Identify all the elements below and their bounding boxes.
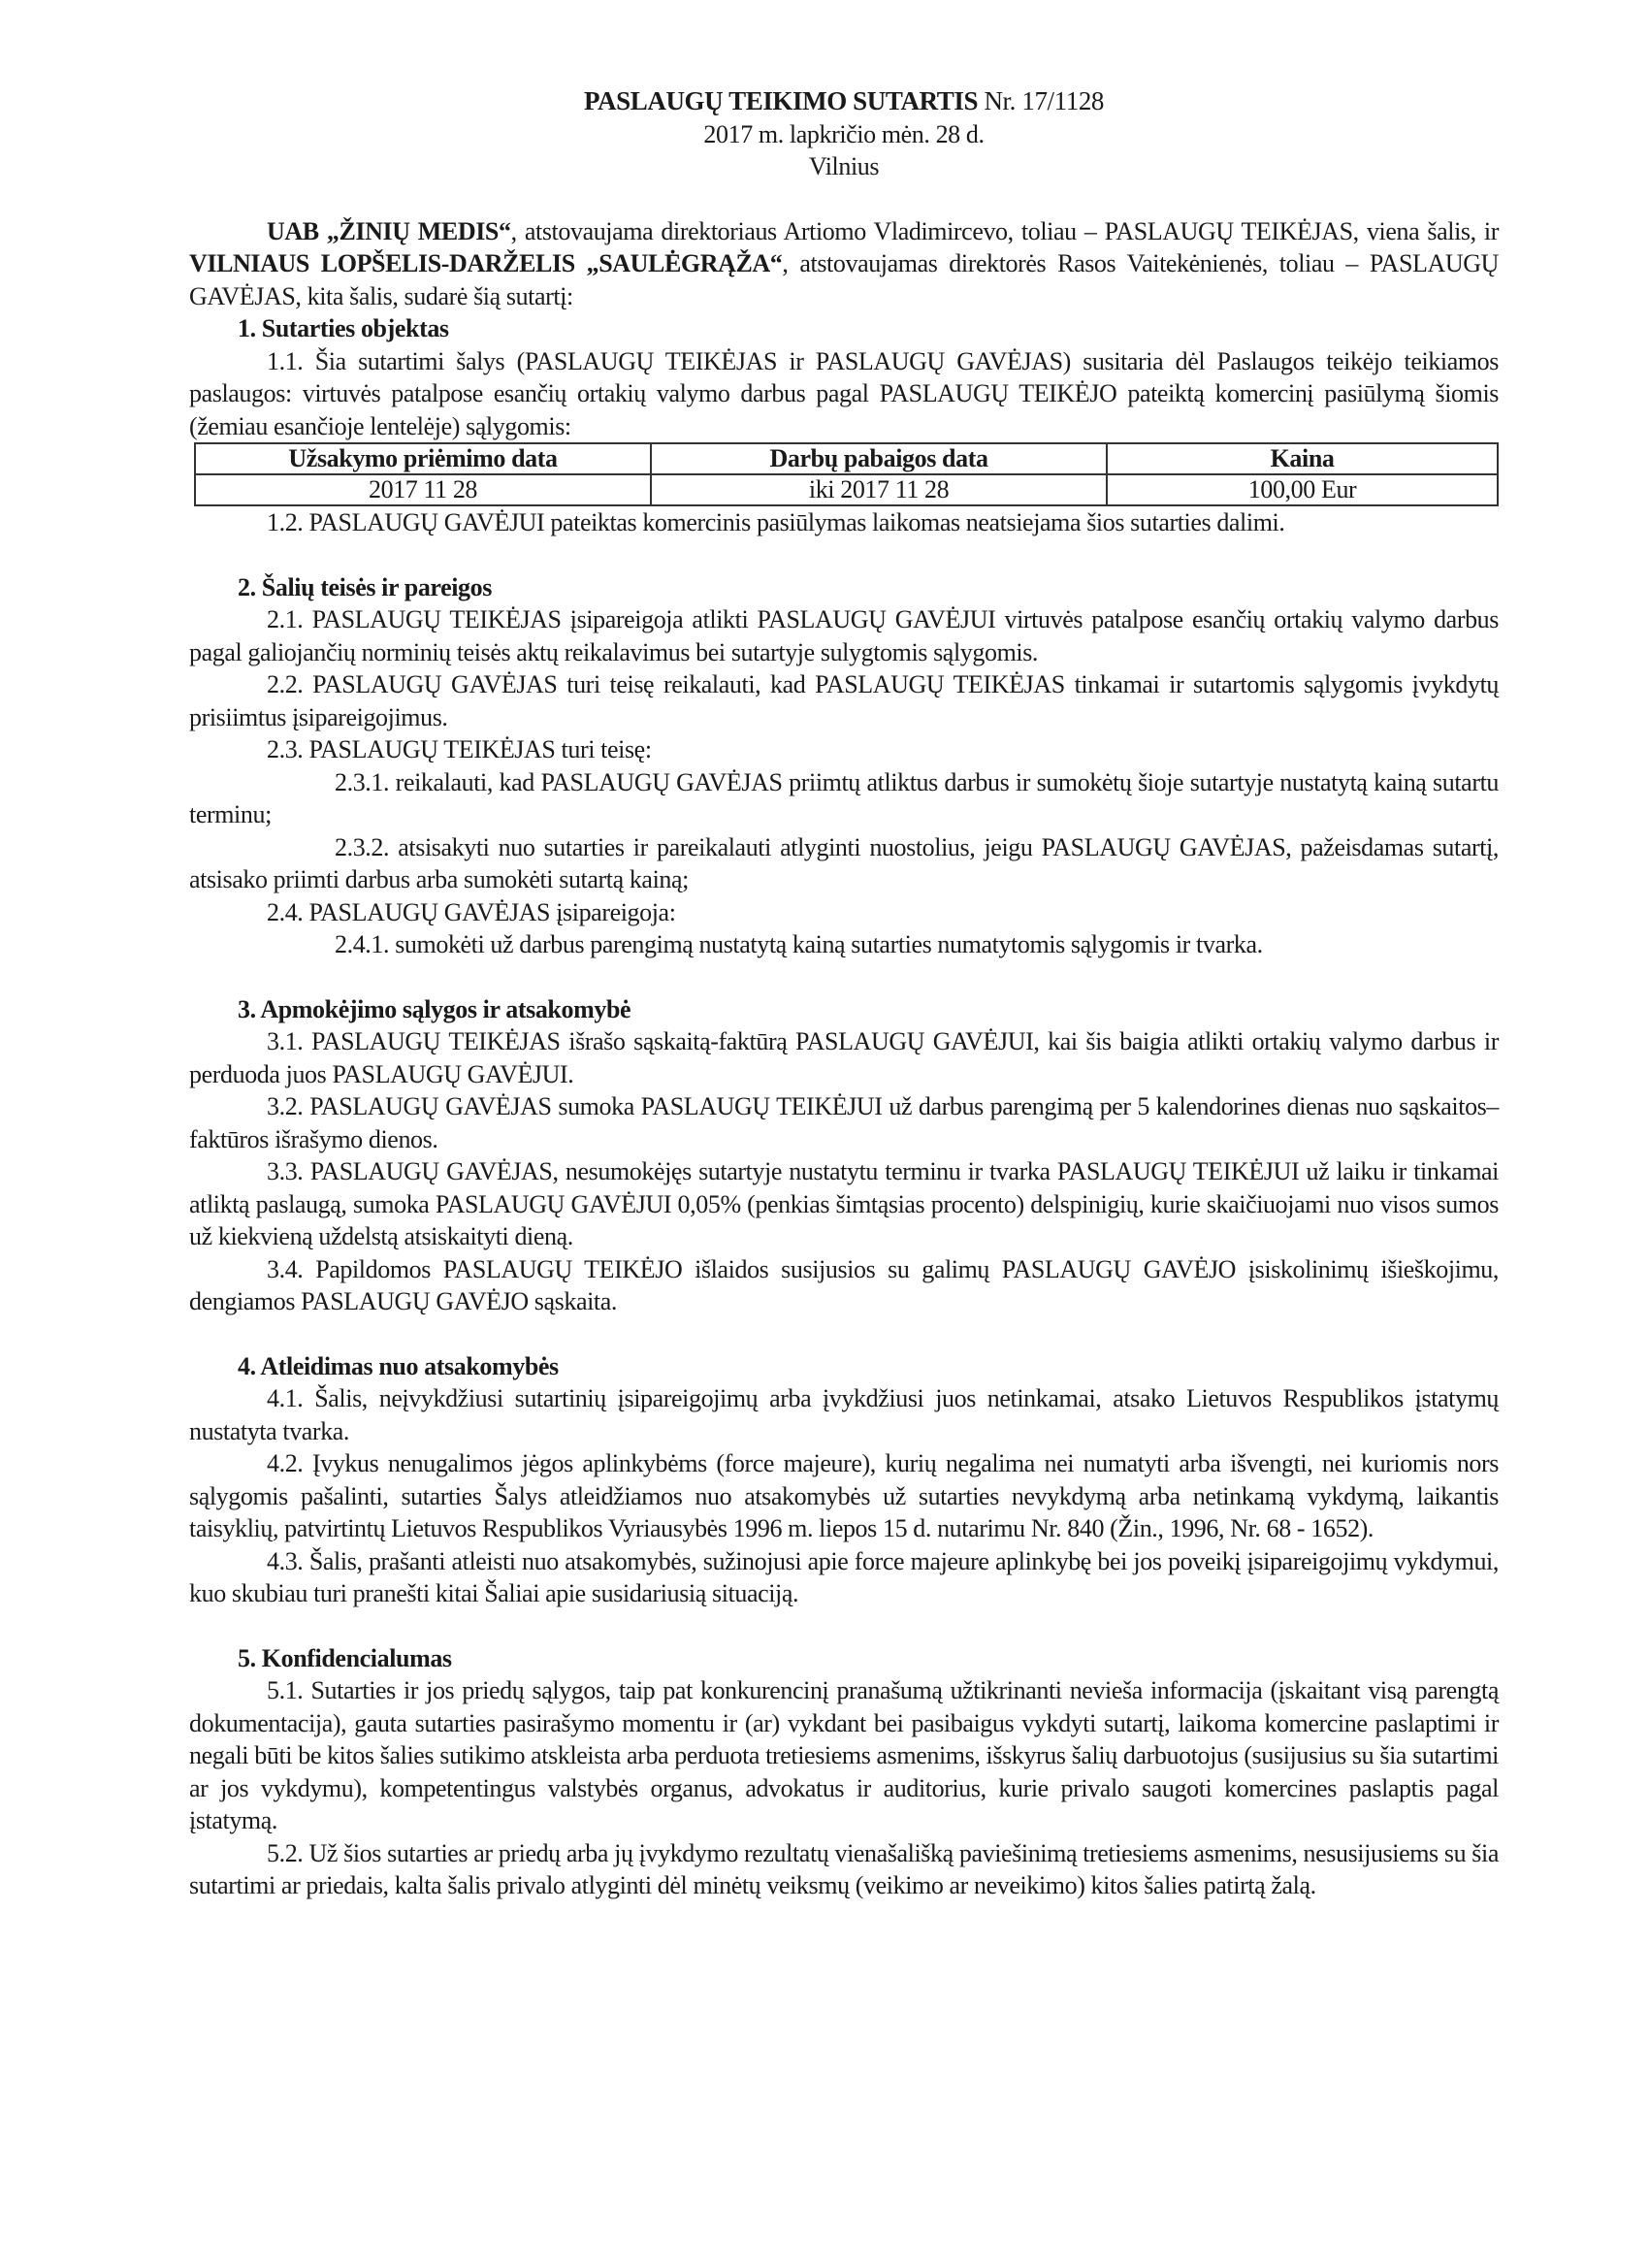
section-heading: 4. Atleidimas nuo atsakomybės: [238, 1351, 559, 1380]
subclause: 2.3.1. reikalauti, kad PASLAUGŲ GAVĖJAS priimtų atliktus darbus ir sumokėtų šioje sutartyje nustatytą kainą sutartu terminu;: [189, 767, 1499, 828]
subclause: 2.4.1. sumokėti už darbus parengimą nustatytą kainą sutarties numatytomis sąlygomis ir tvarka.: [335, 930, 1263, 958]
table-cell: 2017 11 28: [195, 474, 651, 505]
order-table: [194, 442, 1499, 506]
clause: 1.1. Šia sutartimi šalys (PASLAUGŲ TEIKĖJAS ir PASLAUGŲ GAVĖJAS) susitaria dėl Paslaugos teikėjo teikiamos paslaugos: virtuvės patalpose esančių ortakių valymo darbus pagal PASLAUGŲ TEIKĖJO pateiktą komercinį pasiūlymą šiomis (žemiau esančioje lentelėje) sąlygomis:: [189, 346, 1499, 440]
intro-paragraph: UAB „ŽINIŲ MEDIS“, atstovaujama direktoriaus Artiomo Vladimircevo, toliau – PASLAUGŲ TEIKĖJAS, viena šalis, ir VILNIAUS LOPŠELIS-DARŽELIS „SAULĖGRĄŽA“, atstovaujamas direktorės Rasos Vaitekėnienės, toliau – PASLAUGŲ GAVĖJAS, kita šalis, sudarė šią sutartį:: [189, 216, 1499, 310]
clause: 4.2. Įvykus nenugalimos jėgos aplinkybėms (force majeure), kurių negalima nei numatyti arba išvengti, nei kuriomis nors sąlygomis pašalinti, sutarties Šalys atleidžiamos nuo atsakomybės už sutarties nevykdymą arba netinkamą vykdymą, laikantis taisyklių, patvirtintų Lietuvos Respublikos Vyriausybės 1996 m. liepos 15 d. nutarimu Nr. 840 (Žin., 1996, Nr. 68 - 1652).: [189, 1449, 1499, 1542]
clause: 2.3. PASLAUGŲ TEIKĖJAS turi teisę:: [267, 735, 652, 763]
table-header: Darbų pabaigos data: [651, 443, 1107, 474]
clause: 3.4. Papildomos PASLAUGŲ TEIKĖJO išlaidos susijusios su galimų PASLAUGŲ GAVĖJO įsiskolinimų išieškojimu, dengiamos PASLAUGŲ GAVĖJO sąskaita.: [189, 1254, 1499, 1315]
section-heading: 3. Apmokėjimo sąlygos ir atsakomybė: [238, 994, 631, 1023]
clause: 2.1. PASLAUGŲ TEIKĖJAS įsipareigoja atlikti PASLAUGŲ GAVĖJUI virtuvės patalpose esančių ortakių valymo darbus pagal galiojančių norminių teisės aktų reikalavimus bei sutartyje sulygtomis sąlygomis.: [189, 605, 1499, 666]
clause: 4.3. Šalis, prašanti atleisti nuo atsakomybės, sužinojusi apie force majeure aplinkybę bei jos poveikį įsipareigojimų vykdymui, kuo skubiau turi pranešti kitai Šaliai apie susidariusią situaciją.: [189, 1546, 1499, 1607]
clause: 3.1. PASLAUGŲ TEIKĖJAS išrašo sąskaitą-faktūrą PASLAUGŲ GAVĖJUI, kai šis baigia atlikti ortakių valymo darbus ir perduoda juos PASLAUGŲ GAVĖJUI.: [189, 1027, 1499, 1088]
section-heading: 2. Šalių teisės ir pareigos: [238, 572, 492, 601]
table-cell: 100,00 Eur: [1107, 474, 1498, 505]
clause: 3.3. PASLAUGŲ GAVĖJAS, nesumokėjęs sutartyje nustatytu terminu ir tvarka PASLAUGŲ TEIKĖJUI už laiku ir tinkamai atliktą paslaugą, sumoka PASLAUGŲ GAVĖJUI 0,05% (penkias šimtąsias procento) delspinigių, kurie skaičiuojami nuo visos sumos už kiekvieną uždelstą atsiskaityti dieną.: [189, 1157, 1499, 1250]
clause: 3.2. PASLAUGŲ GAVĖJAS sumoka PASLAUGŲ TEIKĖJUI už darbus parengimą per 5 kalendorines dienas nuo sąskaitos–faktūros išrašymo dienos.: [189, 1092, 1499, 1153]
section-heading: 1. Sutarties objektas: [238, 314, 449, 342]
clause: 2.4. PASLAUGŲ GAVĖJAS įsipareigoja:: [267, 897, 676, 926]
clause: 5.2. Už šios sutarties ar priedų arba jų įvykdymo rezultatų vienašališką paviešinimą tretiesiems asmenims, nesusijusiems su šia sutartimi ar priedais, kalta šalis privalo atlyginti dėl minėtų veiksmų (veikimo ar neveikimo) kitos šalies patirtą žalą.: [189, 1838, 1499, 1899]
subclause: 2.3.2. atsisakyti nuo sutarties ir pareikalauti atlyginti nuostolius, jeigu PASLAUGŲ GAVĖJAS, pažeisdamas sutartį, atsisako priimti darbus arba sumokėti sutartą kainą;: [189, 832, 1499, 893]
clause: 5.1. Sutarties ir jos priedų sąlygos, taip pat konkurencinį pranašumą užtikrinanti nevieša informacija (įskaitant visą parengtą dokumentacija), gauta sutarties pasirašymo momentu ir (ar) vykdant bei pasibaigus vykdyti sutartį, laikoma komercine paslaptimi ir negali būti be kitos šalies sutikimo atskleista arba perduota tretiesiems asmenims, išskyrus šalių darbuotojus (susijusius su šia sutartimi ar jos vykdymu), kompetentingus valstybės organus, advokatus ir auditorius, kurie privalo saugoti komercines paslaptis pagal įstatymą.: [189, 1676, 1499, 1834]
clause: 1.2. PASLAUGŲ GAVĖJUI pateiktas komercinis pasiūlymas laikomas neatsiejama šios sutarties dalimi.: [267, 508, 1285, 536]
contract-page: [189, 85, 1499, 1902]
table-header: Kaina: [1107, 443, 1498, 474]
table-header: Užsakymo priėmimo data: [195, 443, 651, 474]
document-place: Vilnius: [808, 152, 880, 180]
section-heading: 5. Konfidencialumas: [238, 1643, 452, 1672]
table-cell: iki 2017 11 28: [651, 474, 1107, 505]
document-title: PASLAUGŲ TEIKIMO SUTARTIS Nr. 17/1128: [583, 86, 1105, 115]
clause: 2.2. PASLAUGŲ GAVĖJAS turi teisę reikalauti, kad PASLAUGŲ TEIKĖJAS tinkamai ir sutartomis sąlygomis įvykdytų prisiimtus įsipareigojimus.: [189, 670, 1499, 731]
document-date: 2017 m. lapkričio mėn. 28 d.: [703, 119, 985, 148]
clause: 4.1. Šalis, neįvykdžiusi sutartinių įsipareigojimų arba įvykdžiusi juos netinkamai, atsako Lietuvos Respublikos įstatymų nustatyta tvarka.: [189, 1384, 1499, 1445]
